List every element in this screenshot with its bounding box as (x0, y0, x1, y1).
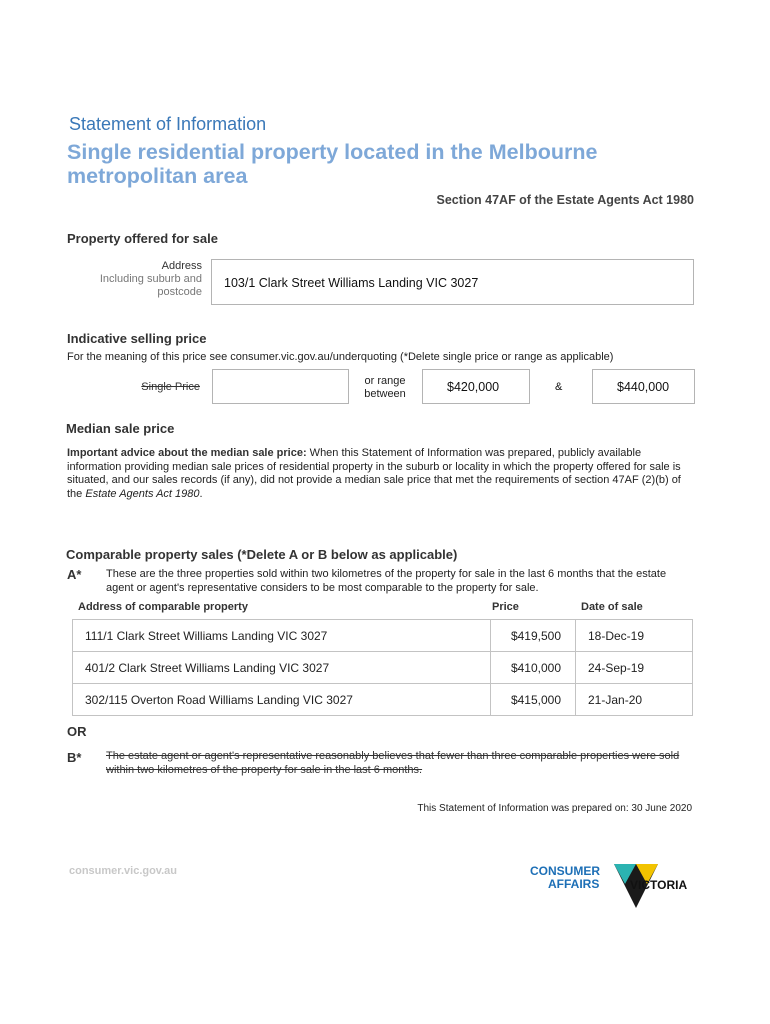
prepared-date: This Statement of Information was prepared on: 30 June 2020 (417, 803, 692, 814)
comparable-address-cell[interactable]: 302/115 Overton Road Williams Landing VIC 3027 (73, 684, 491, 716)
median-advice-end: . (199, 487, 203, 500)
address-label-sub-1: Including suburb and (99, 273, 202, 285)
column-header-address: Address of comparable property (78, 601, 248, 613)
range-ampersand: & (555, 381, 563, 393)
option-b-text: The estate agent or agent's representative reasonably believes that fewer than three comparable properties were sold within two kilometres of the property for sale in the last 6 months. (106, 750, 680, 776)
address-label-sub-2: postcode (157, 286, 202, 298)
range-low-field[interactable]: $420,000 (422, 369, 530, 404)
median-heading: Median sale price (66, 421, 175, 436)
comparable-price-cell[interactable]: $410,000 (491, 652, 576, 684)
comparable-address-cell[interactable]: 401/2 Clark Street Williams Landing VIC 3027 (73, 652, 491, 684)
address-field-label (60, 260, 202, 299)
table-row (73, 684, 693, 716)
property-heading: Property offered for sale (67, 231, 218, 246)
single-price-field[interactable] (212, 369, 349, 404)
document-subtitle: Statement of Information (69, 114, 267, 134)
footer-url[interactable]: consumer.vic.gov.au (69, 865, 178, 877)
address-field[interactable]: 103/1 Clark Street Williams Landing VIC 3027 (211, 259, 694, 305)
consumer-affairs-victoria-logo (530, 860, 700, 910)
comparable-heading: Comparable property sales (*Delete A or B below as applicable) (66, 547, 458, 562)
underquoting-note: For the meaning of this price see consumer.vic.gov.au/underquoting (*Delete single price or range as applicable) (67, 351, 614, 363)
comparable-address-cell[interactable]: 111/1 Clark Street Williams Landing VIC 3027 (73, 620, 491, 652)
or-label: OR (67, 724, 87, 739)
logo-text-victoria: VICTORIA (630, 878, 688, 892)
range-label (355, 375, 415, 401)
logo-text-consumer: CONSUMER (530, 864, 601, 878)
address-label-main: Address (161, 260, 202, 272)
option-b-label: B* (67, 750, 82, 765)
range-label-line-1: or range (364, 375, 406, 387)
logo-text-affairs: AFFAIRS (548, 877, 600, 891)
option-a-text: These are the three properties sold within two kilometres of the property for sale in the last 6 months that the estate agent or agent's representative considers to be most comparable to the property for sale. (106, 568, 667, 594)
comparable-date-cell[interactable]: 18-Dec-19 (576, 620, 693, 652)
comparable-sales-table (72, 619, 693, 716)
median-advice-paragraph (67, 447, 689, 501)
comparable-price-cell[interactable]: $415,000 (491, 684, 576, 716)
range-label-line-2: between (364, 388, 406, 400)
comparable-price-cell[interactable]: $419,500 (491, 620, 576, 652)
median-advice-act: Estate Agents Act 1980 (85, 487, 200, 500)
comparable-date-cell[interactable]: 21-Jan-20 (576, 684, 693, 716)
table-row (73, 620, 693, 652)
indicative-price-heading: Indicative selling price (67, 331, 207, 346)
column-header-date: Date of sale (581, 601, 643, 613)
comparable-date-cell[interactable]: 24-Sep-19 (576, 652, 693, 684)
single-price-label: Single Price (141, 381, 200, 393)
column-header-price: Price (492, 601, 519, 613)
document-title: Single residential property located in the Melbourne metropolitan area (67, 140, 598, 188)
range-high-field[interactable]: $440,000 (592, 369, 695, 404)
option-a-label: A* (67, 567, 82, 582)
median-advice-bold: Important advice about the median sale price: (67, 447, 307, 459)
table-row (73, 652, 693, 684)
median-advice-text: When this Statement of Information was prepared, publicly available information providing median sale prices of residential property in the suburb or locality in which the property offered for sale is situated, and our sales records (if any), did not provide a median sale price that met the requirements of section 47AF (2)(b) of the (67, 447, 681, 500)
act-reference: Section 47AF of the Estate Agents Act 1980 (436, 193, 694, 207)
